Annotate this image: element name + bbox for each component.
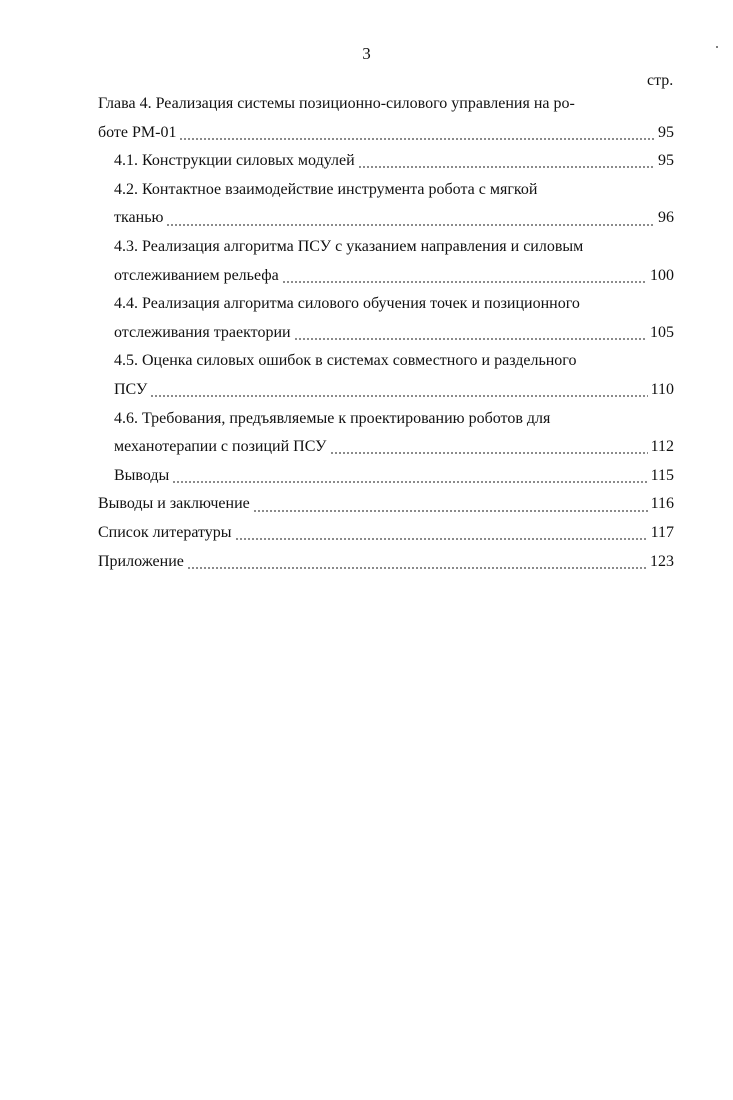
toc-entry-title: механотерапии с позиций ПСУ: [114, 438, 327, 456]
toc-entry: [98, 204, 674, 233]
toc-entry: [98, 233, 674, 262]
toc-entry-page-number: 100: [650, 266, 674, 284]
dot-leader: [330, 445, 648, 455]
toc-entry-title: отслеживанием рельефа: [114, 266, 279, 284]
toc-entry-page-number: 117: [650, 523, 674, 541]
toc-entry-title: 4.3. Реализация алгоритма ПСУ с указанием направления и силовым: [114, 237, 584, 255]
toc-entry-page-number: 95: [658, 123, 674, 141]
dot-leader: [179, 131, 655, 141]
dot-leader: [294, 331, 647, 341]
toc-entry-title: 4.6. Требования, предъявляемые к проектированию роботов для: [114, 409, 551, 427]
toc-entry-title: Список литературы: [98, 523, 232, 541]
dot-leader: [358, 159, 655, 169]
page-number: 3: [362, 44, 371, 63]
toc-entry-page-number: 95: [658, 152, 674, 170]
toc-entry-title: Выводы: [114, 466, 170, 484]
dot-leader: [150, 388, 647, 398]
stray-mark: [716, 46, 718, 48]
toc-entry: [98, 290, 674, 319]
toc-entry-title: Глава 4. Реализация системы позиционно-силового управления на ро-: [98, 95, 575, 112]
dot-leader: [235, 531, 648, 541]
toc-entry: [98, 176, 674, 205]
toc-entry-title: отслеживания траектории: [114, 323, 291, 341]
toc-entry-title: 4.2. Контактное взаимодействие инструмента робота с мягкой: [114, 180, 538, 198]
toc-entry-page-number: 123: [650, 552, 674, 570]
dot-leader: [172, 474, 647, 484]
toc-entry-title: Выводы и заключение: [98, 495, 250, 513]
toc-entry-title: 4.4. Реализация алгоритма силового обучения точек и позиционного: [114, 295, 580, 313]
toc-entry: [98, 490, 674, 519]
toc-entry: [98, 433, 674, 462]
dot-leader: [166, 217, 655, 227]
toc-entry: [98, 147, 674, 176]
toc-entry-title: тканью: [114, 209, 164, 227]
toc-entry: [98, 462, 674, 491]
table-of-contents: [98, 90, 674, 576]
toc-entry: [98, 405, 674, 434]
toc-entry-title: боте РМ-01: [98, 123, 177, 141]
toc-entry-page-number: 116: [650, 495, 674, 513]
toc-entry: [98, 319, 674, 348]
toc-entry-title: Приложение: [98, 552, 184, 570]
toc-entry-page-number: 115: [650, 466, 674, 484]
toc-entry-title: 4.1. Конструкции силовых модулей: [114, 152, 355, 170]
toc-entry-page-number: 105: [650, 323, 674, 341]
toc-entry-title: ПСУ: [114, 380, 148, 398]
dot-leader: [187, 560, 647, 570]
pages-column-label: стр.: [647, 72, 674, 89]
dot-leader: [282, 274, 647, 284]
toc-entry: [98, 376, 674, 405]
toc-entry: [98, 90, 674, 119]
dot-leader: [253, 503, 648, 513]
toc-entry: [98, 548, 674, 577]
toc-entry-title: 4.5. Оценка силовых ошибок в системах совместного и раздельного: [114, 352, 577, 370]
toc-entry: [98, 119, 674, 148]
toc-entry: [98, 262, 674, 291]
toc-entry-page-number: 96: [658, 209, 674, 227]
toc-entry-page-number: 110: [650, 380, 674, 398]
toc-entry: [98, 519, 674, 548]
toc-entry: [98, 347, 674, 376]
toc-entry-page-number: 112: [650, 438, 674, 456]
